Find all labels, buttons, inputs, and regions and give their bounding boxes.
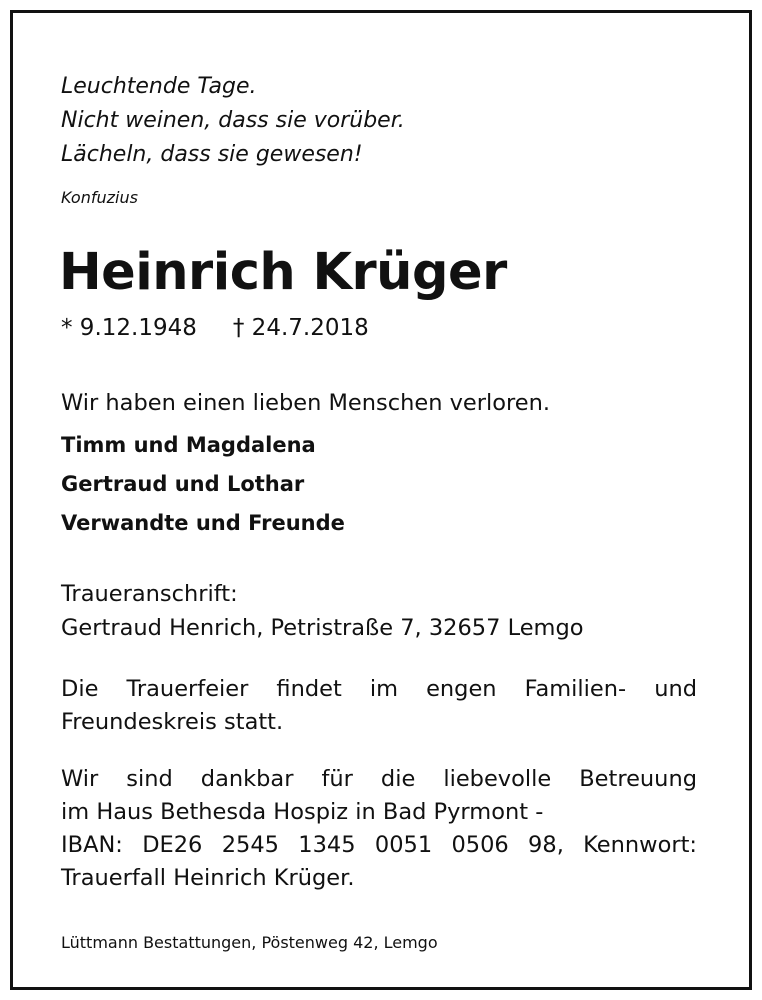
deceased-name: Heinrich Krüger: [59, 243, 507, 302]
thanks-line: IBAN: DE26 2545 1345 0051 0506 98, Kennwort:: [61, 832, 697, 858]
quote-line: Lächeln, dass sie gewesen!: [61, 142, 363, 167]
funeral-notice-line: Die Trauerfeier findet im engen Familien- und: [61, 676, 697, 702]
life-dates: [61, 312, 369, 344]
funeral-home-footer: Lüttmann Bestattungen, Pöstenweg 42, Lemgo: [61, 933, 438, 952]
quote-author: Konfuzius: [61, 188, 138, 207]
funeral-notice-line: Freundeskreis statt.: [61, 709, 284, 735]
thanks-line: Wir sind dankbar für die liebevolle Betreuung: [61, 766, 697, 792]
death-date: † 24.7.2018: [232, 315, 369, 341]
mourner-item: Gertraud und Lothar: [61, 472, 305, 496]
thanks-line: Trauerfall Heinrich Krüger.: [61, 865, 355, 891]
address-label: Traueranschrift:: [61, 581, 238, 607]
birth-date: * 9.12.1948: [61, 315, 197, 341]
loss-statement: Wir haben einen lieben Menschen verloren.: [61, 390, 551, 416]
mourners-list: [61, 426, 345, 543]
thanks-line: im Haus Bethesda Hospiz in Bad Pyrmont -: [61, 799, 544, 825]
funeral-notice: [61, 673, 697, 739]
mourner-item: Timm und Magdalena: [61, 433, 316, 457]
address-value: Gertraud Henrich, Petristraße 7, 32657 Lemgo: [61, 615, 584, 641]
quote-line: Nicht weinen, dass sie vorüber.: [61, 108, 405, 133]
thanks-paragraph: [61, 763, 697, 895]
quote-line: Leuchtende Tage.: [61, 74, 257, 99]
mourning-address: [61, 577, 584, 645]
quote: [61, 70, 405, 172]
mourner-item: Verwandte und Freunde: [61, 511, 345, 535]
